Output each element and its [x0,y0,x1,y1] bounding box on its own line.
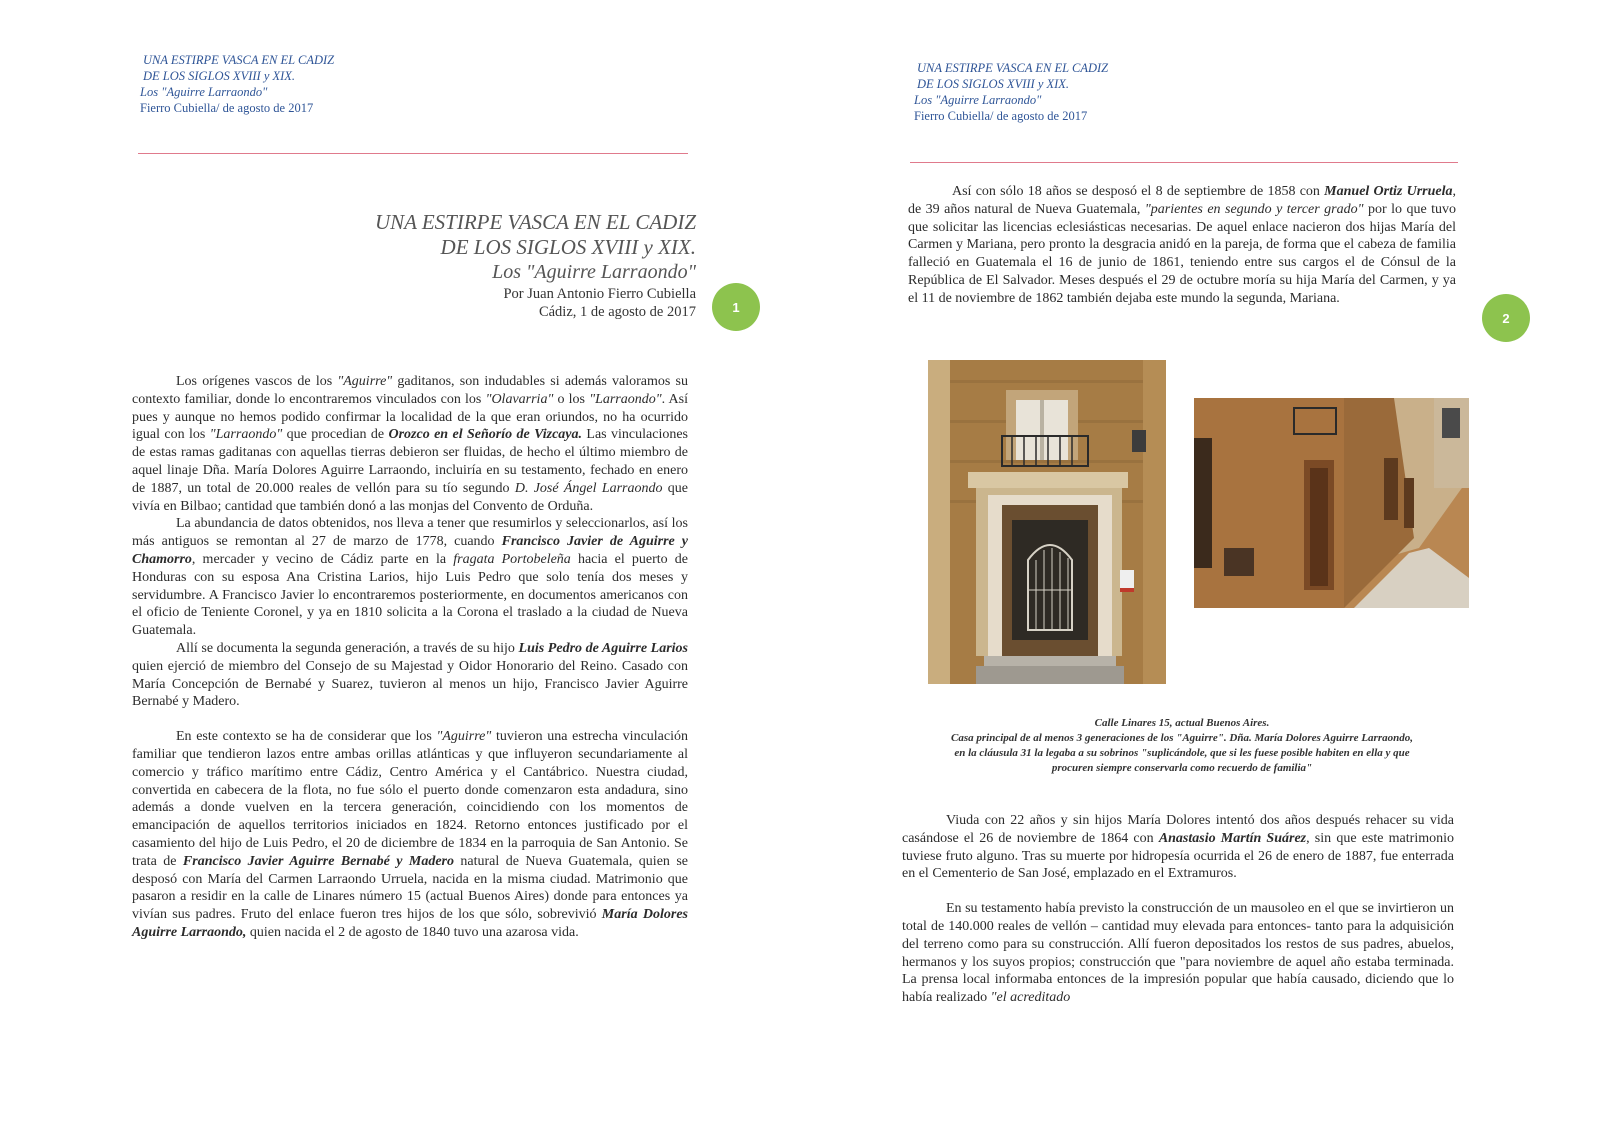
paragraph: Los orígenes vascos de los "Aguirre" gaditanos, son indudables si además valoramos su contexto familiar, donde lo encontraremos vinculados con los "Olavarria" o los "Larraondo". Así pues y aunque no hemos podido confirmar la localidad de la que eran oriundos, no ha ocurrido igual con los "Larraondo" que procedian de Orozco en el Señorío de Vizcaya. Las vinculaciones de estas ramas gaditanas con aquellas tierras debieron ser fluidas, de hecho el último miembro de aquel linaje Dña. María Dolores Aguirre Larraondo, incluiría en su testamento, fechado en enero de 1887, un total de 20.000 reales de vellón para su tío segundo D. José Ángel Larraondo que vivía en Bilbao; cantidad que también donó a las monjas del Convento de Orduña. [132,374,689,514]
article-date: Cádiz, 1 de agosto de 2017 [538,304,696,320]
running-head-author: Fierro Cubiella/ de agosto de 2017 [140,101,314,115]
running-head-line: DE LOS SIGLOS XVIII y XIX. [917,77,1070,91]
caption-line: procuren siempre conservarla como recuerdo de familia" [1051,762,1313,774]
running-head-author: Fierro Cubiella/ de agosto de 2017 [914,109,1088,123]
article-subtitle: Los "Aguirre Larraondo" [492,261,696,283]
header-rule [138,153,688,154]
running-head-line: Los "Aguirre Larraondo" [140,85,268,99]
article-author: Por Juan Antonio Fierro Cubiella [503,286,696,302]
paragraph: En su testamento había previsto la construcción de un mausoleo en el que se invirtieron un total de 140.000 reales de vellón – cantidad muy elevada para entonces- tanto para la adquisición del terreno como para su construcción. Allí fueron depositados los restos de sus padres, abuelos, hermanos y los suyos propios; construcción que "para noviembre de aquel año estaba terminada. La prensa local informaba entonces de la impresión popular que había causado, diciendo que lo había realizado "el acreditado [902,901,1454,1006]
running-head-line: UNA ESTIRPE VASCA EN EL CADIZ [143,53,335,67]
paragraph: La abundancia de datos obtenidos, nos lleva a tener que resumirlos y seleccionarlos, así los más antiguos se remontan al 27 de marzo de 1778, cuando Francisco Javier de Aguirre y Chamorro, mercader y vecino de Cádiz parte en la fragata Portobeleña hacia el puerto de Honduras con su esposa Ana Cristina Larios, hijo Luis Pedro que solo tenía dos meses y servidumbre. A Francisco Javier lo encontraremos posteriormente, en documentos americanos con el oficio de Teniente Coronel, y ya en 1810 solicita a la Corona el traslado a la ciudad de Nueva Guatemala. [132,516,688,639]
left-body-text [132,373,688,942]
paragraph: Allí se documenta la segunda generación, a través de su hijo Luis Pedro de Aguirre Larios quien ejerció de miembro del Consejo de su Majestad y Oidor Honorario del Reino. Casado con María Concepción de Bernabé y Suarez, tuvieron al menos un hijo, Francisco Javier Aguirre Bernabé y Madero. [132,640,688,710]
article-title: DE LOS SIGLOS XVIII y XIX. [440,235,696,259]
running-head-line: DE LOS SIGLOS XVIII y XIX. [143,69,296,83]
header-rule [910,162,1458,163]
paragraph: Viuda con 22 años y sin hijos María Dolores intentó dos años después rehacer su vida casándose el 26 de noviembre de 1864 con Anastasio Martín Suárez, sin que este matrimonio tuviese fruto alguno. Tras su muerte por hidropesía ocurrida el 26 de enero de 1887, fue enterrada en el Cementerio de San José, emplazado en el Extramuros. [902,813,1454,882]
running-head-line: UNA ESTIRPE VASCA EN EL CADIZ [917,61,1109,75]
caption-line: Calle Linares 15, actual Buenos Aires. [1094,717,1270,729]
house-facade-photo [928,360,1166,684]
running-head-line: Los "Aguirre Larraondo" [914,93,1042,107]
paragraph: Así con sólo 18 años se desposó el 8 de septiembre de 1858 con Manuel Ortiz Urruela, de 39 años natural de Nueva Guatemala, "parientes en segundo y tercer grado" por lo que tuvo que solicitar las licencias eclesiásticas necesarias. De aquel enlace nacieron dos hijas María del Carmen y Mariana, pero pronto la desgracia anidó en la pareja, de forma que el cabeza de familia falleció en Guatemala el 16 de junio de 1861, teniendo entre sus cargos el de Cónsul de la República de El Salvador. Meses después el 29 de octubre moría su hija María del Carmen, y ya el 11 de noviembre de 1862 también dejaba este mundo la segunda, Mariana. [908,184,1457,306]
running-head [914,60,1108,124]
article-title-block [300,210,696,321]
right-page [800,0,1600,1121]
caption-line: Casa principal de al menos 3 generaciones de los "Aguirre". Dña. María Dolores Aguirre Larraondo, [951,732,1413,744]
page-number-badge: 1 [712,283,760,331]
right-body-text-top [908,183,1456,308]
caption-line: en la cláusula 31 la legaba a su sobrinos "suplicándole, que si les fuese posible habiten en ella y que [954,747,1410,759]
photo-caption [892,716,1472,776]
paragraph: En este contexto se ha de considerar que los "Aguirre" tuvieron una estrecha vinculación familiar que tendieron lazos entre ambas orillas atlánticas y que influyeron secundariamente al comercio y tráfico marítimo entre Cádiz, Centro América y el Cantábrico. Nuestra ciudad, convertida en cabecera de la flota, no fue sólo el puerto donde comenzaron esta andadura, sino además a donde vuelven en la tercera generación, coincidiendo con los momentos de emancipación de aquellos territorios iniciados en 1824. Retorno entonces justificado por el casamiento del hijo de Luis Pedro, el 20 de diciembre de 1834 en la parroquia de San Antonio. Se trata de Francisco Javier Aguirre Bernabé y Madero natural de Nueva Guatemala, quien se desposó con María del Carmen Larraondo Urruela, nacida en la misma ciudad. Matrimonio que pasaron a residir en la calle de Linares número 15 (actual Buenos Aires) donde para entonces ya vivían sus padres. Fruto del enlace fueron tres hijos de los que sólo, sobrevivió María Dolores Aguirre Larraondo, quien nacida el 2 de agosto de 1840 tuvo una azarosa vida. [132,729,688,940]
article-title: UNA ESTIRPE VASCA EN EL CADIZ [374,210,696,234]
running-head [140,52,334,116]
page-number-badge: 2 [1482,294,1530,342]
right-body-text-bottom [902,812,1454,1007]
street-view-photo [1194,398,1469,608]
